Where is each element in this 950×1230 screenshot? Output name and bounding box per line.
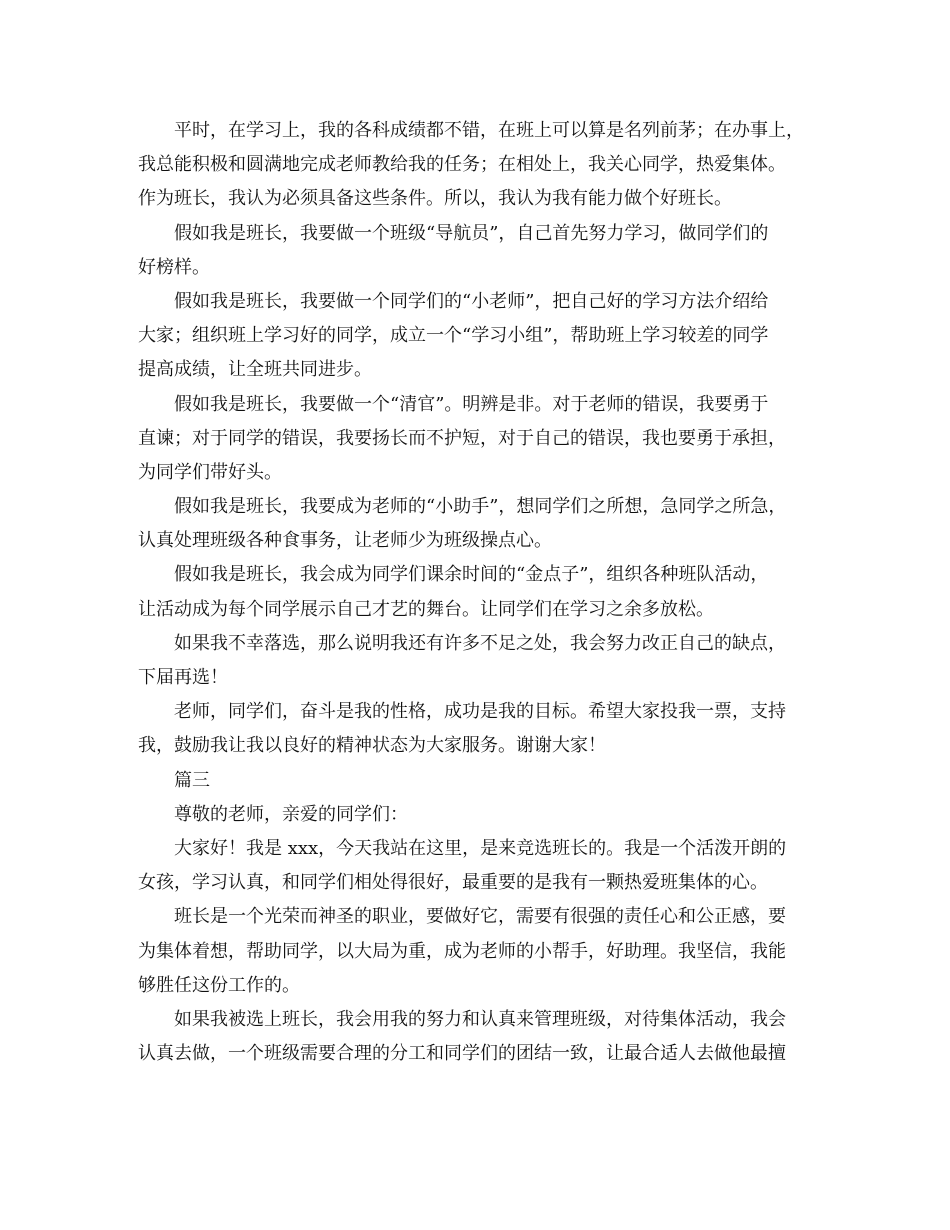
paragraph-first-line: 如果我被选上班长，我会用我的努力和认真来管理班级，对待集体活动，我会: [174, 1008, 786, 1030]
paragraph-first-line: 假如我是班长，我要做一个班级“导航员”，自己首先努力学习，做同学们的: [174, 222, 769, 244]
paragraph-first-line: 假如我是班长，我会成为同学们课余时间的“金点子”，组织各种班队活动，: [174, 564, 769, 586]
paragraph-line: 为集体着想，帮助同学，以大局为重，成为老师的小帮手，好助理。我坚信，我能: [138, 940, 786, 962]
paragraph-first-line: 班长是一个光荣而神圣的职业，要做好它，需要有很强的责任心和公正感，要: [174, 906, 786, 928]
paragraph-line: 为同学们带好头。: [138, 461, 282, 483]
paragraph-first-line: 尊敬的老师，亲爱的同学们：: [174, 803, 408, 825]
paragraph-first-line: 假如我是班长，我要做一个同学们的“小老师”，把自己好的学习方法介绍给: [174, 290, 769, 312]
paragraph-first-line: 假如我是班长，我要成为老师的“小助手”，想同学们之所想，急同学之所急，: [174, 496, 787, 518]
paragraph-line: 认真处理班级各种食事务，让老师少为班级操点心。: [138, 530, 552, 552]
document-body-text: [138, 114, 828, 1071]
paragraph-line: 女孩，学习认真，和同学们相处得很好，最重要的是我有一颗热爱班集体的心。: [138, 872, 768, 894]
paragraph-line: 够胜任这份工作的。: [138, 974, 300, 996]
paragraph-line: 好榜样。: [138, 256, 210, 278]
paragraph-line: 直谏；对于同学的错误，我要扬长而不护短，对于自己的错误，我也要勇于承担，: [138, 427, 786, 449]
paragraph-first-line: 篇三: [174, 769, 210, 791]
paragraph-line: 大家；组织班上学习好的同学，成立一个“学习小组”，帮助班上学习较差的同学: [138, 325, 769, 347]
paragraph-first-line: 假如我是班长，我要做一个“清官”。明辨是非。对于老师的错误，我要勇于: [174, 393, 769, 415]
paragraph-line: 我总能积极和圆满地完成老师教给我的任务；在相处上，我关心同学，热爱集体。: [138, 154, 786, 176]
paragraph-first-line: 大家好！我是 xxx，今天我站在这里，是来竞选班长的。我是一个活泼开朗的: [174, 837, 787, 859]
paragraph-line: 提高成绩，让全班共同进步。: [138, 359, 372, 381]
paragraph-line: 我，鼓励我让我以良好的精神状态为大家服务。谢谢大家！: [138, 735, 606, 757]
paragraph-line: 认真去做，一个班级需要合理的分工和同学们的团结一致，让最合适人去做他最擅: [138, 1043, 786, 1065]
paragraph-first-line: 老师，同学们，奋斗是我的性格，成功是我的目标。希望大家投我一票，支持: [174, 701, 786, 723]
paragraph-line: 让活动成为每个同学展示自己才艺的舞台。让同学们在学习之余多放松。: [138, 598, 714, 620]
paragraph-first-line: 平时，在学习上，我的各科成绩都不错，在班上可以算是名列前茅；在办事上，: [174, 120, 804, 141]
paragraph-first-line: 如果我不幸落选，那么说明我还有许多不足之处，我会努力改正自己的缺点，: [174, 632, 786, 654]
paragraph-line: 作为班长，我认为必须具备这些条件。所以，我认为我有能力做个好班长。: [138, 188, 732, 210]
paragraph-line: 下届再选！: [138, 667, 228, 688]
